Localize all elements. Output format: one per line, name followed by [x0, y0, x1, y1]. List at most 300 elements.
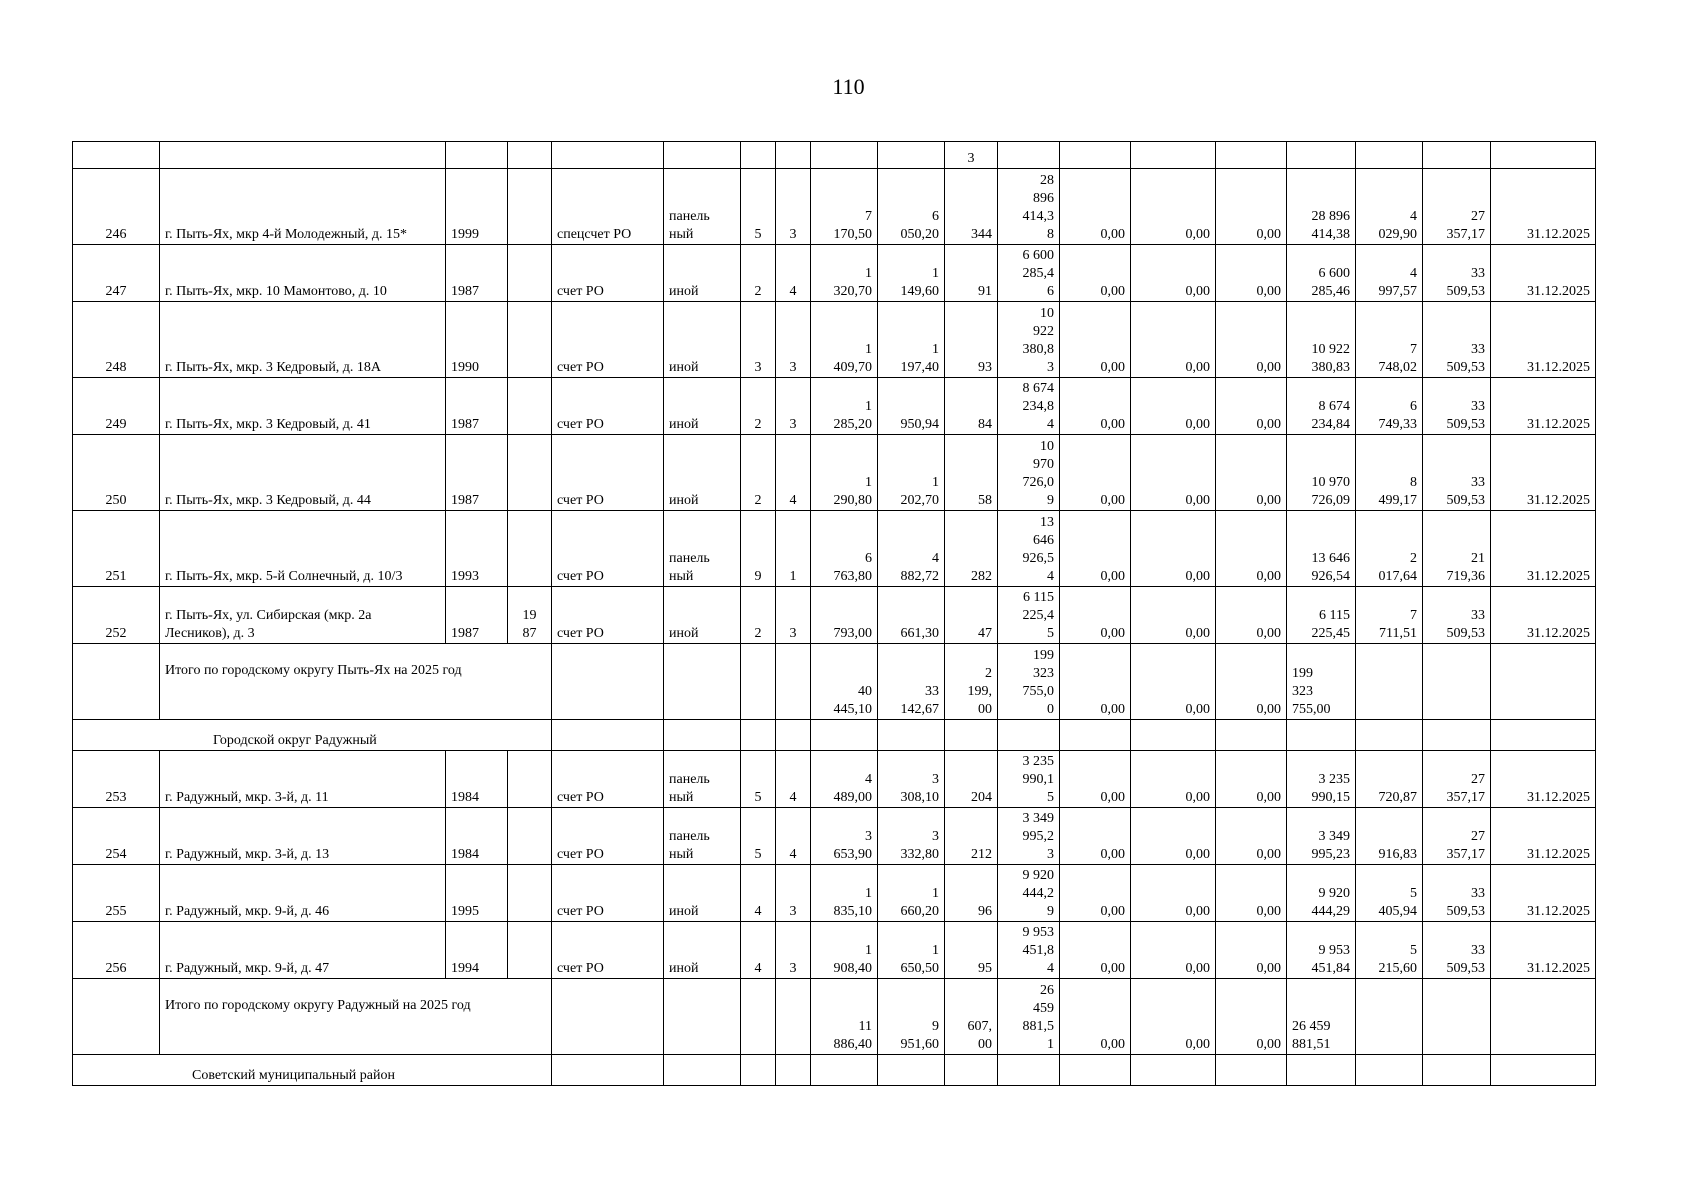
table-row	[73, 511, 1596, 587]
empty-cell	[1491, 1055, 1596, 1086]
empty-cell	[73, 979, 160, 1055]
account-cell: счет РО	[552, 378, 664, 435]
fund-3-cell: 0,00	[1216, 751, 1287, 808]
empty-cell	[945, 720, 998, 751]
empty-cell	[878, 720, 945, 751]
area-total-cell: 1 409,70	[811, 302, 878, 378]
fund-2-cell: 0,00	[1131, 378, 1216, 435]
fund-3-cell: 0,00	[1216, 865, 1287, 922]
floors-cell: 3	[741, 302, 776, 378]
empty-cell	[73, 142, 160, 169]
total-area-total: 11 886,40	[811, 979, 878, 1055]
area-total-cell: 1 290,80	[811, 435, 878, 511]
fund-1-cell: 0,00	[1060, 751, 1131, 808]
fund-2-cell: 0,00	[1131, 169, 1216, 245]
date-cell: 31.12.2025	[1491, 808, 1596, 865]
date-cell: 31.12.2025	[1491, 378, 1596, 435]
cost-cell: 13 646 926,5 4	[998, 511, 1060, 587]
limit-cell: 33 509,53	[1423, 922, 1491, 979]
cost-cell: 6 115 225,4 5	[998, 587, 1060, 644]
per-m2-cell: 4 029,90	[1356, 169, 1423, 245]
fund-3-cell: 0,00	[1216, 302, 1287, 378]
empty-cell	[1491, 142, 1596, 169]
limit-cell: 27 357,17	[1423, 751, 1491, 808]
floors-cell: 5	[741, 751, 776, 808]
fund-2-cell: 0,00	[1131, 751, 1216, 808]
entrances-cell: 4	[776, 751, 811, 808]
area-total-cell: 1 835,10	[811, 865, 878, 922]
entrances-cell: 3	[776, 587, 811, 644]
empty-cell	[1216, 720, 1287, 751]
limit-cell: 27 357,17	[1423, 808, 1491, 865]
date-cell: 31.12.2025	[1491, 587, 1596, 644]
cost-cell: 9 953 451,8 4	[998, 922, 1060, 979]
year-cell: 1994	[446, 922, 508, 979]
fund-3-cell: 0,00	[1216, 511, 1287, 587]
material-cell: иной	[664, 587, 741, 644]
area-living-cell: 950,94	[878, 378, 945, 435]
area-living-cell: 1 197,40	[878, 302, 945, 378]
date-cell: 31.12.2025	[1491, 922, 1596, 979]
empty-cell	[1287, 142, 1356, 169]
empty-cell	[776, 720, 811, 751]
empty-cell	[1060, 720, 1131, 751]
limit-cell: 33 509,53	[1423, 587, 1491, 644]
empty-cell	[811, 142, 878, 169]
empty-cell	[998, 142, 1060, 169]
entrances-cell: 3	[776, 302, 811, 378]
row-number: 256	[73, 922, 160, 979]
fund-total-cell: 9 920 444,29	[1287, 865, 1356, 922]
fund-1-cell: 0,00	[1060, 302, 1131, 378]
empty-cell	[776, 142, 811, 169]
residents-cell: 212	[945, 808, 998, 865]
fund-3-cell: 0,00	[1216, 378, 1287, 435]
fund-3-cell: 0,00	[1216, 922, 1287, 979]
residents-cell: 93	[945, 302, 998, 378]
account-cell: счет РО	[552, 587, 664, 644]
area-total-cell: 7 170,50	[811, 169, 878, 245]
area-living-cell: 1 202,70	[878, 435, 945, 511]
account-cell: счет РО	[552, 435, 664, 511]
empty-cell	[552, 644, 664, 720]
residents-cell: 95	[945, 922, 998, 979]
fund-total-cell: 28 896 414,38	[1287, 169, 1356, 245]
total-residents: 607, 00	[945, 979, 998, 1055]
account-cell: счет РО	[552, 865, 664, 922]
year-cell: 1990	[446, 302, 508, 378]
year-cell: 1987	[446, 245, 508, 302]
fund-2-cell: 0,00	[1131, 808, 1216, 865]
empty-cell	[1356, 142, 1423, 169]
total-cost: 26 459 881,5 1	[998, 979, 1060, 1055]
material-cell: панель ный	[664, 751, 741, 808]
fund-2-cell: 0,00	[1131, 435, 1216, 511]
empty-cell	[1491, 644, 1596, 720]
floors-cell: 2	[741, 435, 776, 511]
section-heading: Советский муниципальный район	[73, 1055, 552, 1086]
fund-total-cell: 3 349 995,23	[1287, 808, 1356, 865]
fund-1-cell: 0,00	[1060, 169, 1131, 245]
empty-cell	[741, 142, 776, 169]
residents-cell: 204	[945, 751, 998, 808]
account-cell: счет РО	[552, 245, 664, 302]
empty-cell	[446, 142, 508, 169]
material-cell: иной	[664, 435, 741, 511]
empty-cell	[1423, 644, 1491, 720]
year2-cell	[508, 808, 552, 865]
empty-cell	[508, 142, 552, 169]
fund-total-cell: 13 646 926,54	[1287, 511, 1356, 587]
account-cell: спецсчет РО	[552, 169, 664, 245]
total-fund-3: 0,00	[1216, 979, 1287, 1055]
fund-1-cell: 0,00	[1060, 378, 1131, 435]
total-row	[73, 979, 1596, 1055]
address-cell: г. Радужный, мкр. 9-й, д. 46	[160, 865, 446, 922]
empty-cell	[741, 644, 776, 720]
total-area-living: 9 951,60	[878, 979, 945, 1055]
fund-2-cell: 0,00	[1131, 865, 1216, 922]
empty-cell	[1356, 720, 1423, 751]
per-m2-cell: 7 748,02	[1356, 302, 1423, 378]
table-row	[73, 245, 1596, 302]
empty-cell	[1216, 142, 1287, 169]
residents-cell: 282	[945, 511, 998, 587]
residents-cell: 96	[945, 865, 998, 922]
material-cell: панель ный	[664, 169, 741, 245]
fund-2-cell: 0,00	[1131, 245, 1216, 302]
account-cell: счет РО	[552, 511, 664, 587]
area-living-cell: 1 660,20	[878, 865, 945, 922]
year-cell: 1993	[446, 511, 508, 587]
area-total-cell: 793,00	[811, 587, 878, 644]
empty-cell	[1287, 1055, 1356, 1086]
empty-cell	[1287, 720, 1356, 751]
empty-cell	[552, 979, 664, 1055]
entrances-cell: 4	[776, 808, 811, 865]
area-total-cell: 1 320,70	[811, 245, 878, 302]
area-total-cell: 6 763,80	[811, 511, 878, 587]
empty-cell	[1423, 1055, 1491, 1086]
empty-cell	[741, 720, 776, 751]
floors-cell: 2	[741, 245, 776, 302]
table-row	[73, 865, 1596, 922]
empty-cell	[1356, 1055, 1423, 1086]
fund-2-cell: 0,00	[1131, 922, 1216, 979]
area-living-cell: 3 332,80	[878, 808, 945, 865]
fund-1-cell: 0,00	[1060, 587, 1131, 644]
floors-cell: 5	[741, 169, 776, 245]
row-number: 248	[73, 302, 160, 378]
material-cell: иной	[664, 378, 741, 435]
total-label: Итого по городскому округу Пыть-Ях на 2025 год	[160, 644, 552, 720]
area-living-cell: 6 050,20	[878, 169, 945, 245]
fund-total-cell: 10 922 380,83	[1287, 302, 1356, 378]
limit-cell: 27 357,17	[1423, 169, 1491, 245]
table-row	[73, 751, 1596, 808]
empty-cell	[160, 142, 446, 169]
row-number: 247	[73, 245, 160, 302]
year2-cell	[508, 865, 552, 922]
empty-cell	[945, 1055, 998, 1086]
date-cell: 31.12.2025	[1491, 511, 1596, 587]
per-m2-cell: 4 997,57	[1356, 245, 1423, 302]
fund-3-cell: 0,00	[1216, 169, 1287, 245]
empty-cell	[998, 720, 1060, 751]
address-cell: г. Радужный, мкр. 3-й, д. 13	[160, 808, 446, 865]
empty-cell	[741, 1055, 776, 1086]
per-m2-cell: 5 215,60	[1356, 922, 1423, 979]
fund-total-cell: 3 235 990,15	[1287, 751, 1356, 808]
area-total-cell: 4 489,00	[811, 751, 878, 808]
per-m2-cell: 8 499,17	[1356, 435, 1423, 511]
limit-cell: 33 509,53	[1423, 865, 1491, 922]
address-cell: г. Пыть-Ях, мкр. 10 Мамонтово, д. 10	[160, 245, 446, 302]
empty-cell	[664, 979, 741, 1055]
row-number: 255	[73, 865, 160, 922]
per-m2-cell: 6 749,33	[1356, 378, 1423, 435]
total-area-total: 40 445,10	[811, 644, 878, 720]
page-number: 110	[832, 74, 865, 99]
row-number: 254	[73, 808, 160, 865]
area-living-cell: 1 149,60	[878, 245, 945, 302]
account-cell: счет РО	[552, 751, 664, 808]
date-cell: 31.12.2025	[1491, 751, 1596, 808]
row-number: 251	[73, 511, 160, 587]
year-cell: 1999	[446, 169, 508, 245]
empty-cell	[741, 979, 776, 1055]
section-row	[73, 1055, 1596, 1086]
address-cell: г. Пыть-Ях, мкр. 3 Кедровый, д. 44	[160, 435, 446, 511]
empty-cell	[776, 644, 811, 720]
total-cost: 199 323 755,0 0	[998, 644, 1060, 720]
cost-cell: 10 970 726,0 9	[998, 435, 1060, 511]
per-m2-cell: 2 017,64	[1356, 511, 1423, 587]
empty-cell	[1423, 142, 1491, 169]
cost-cell: 3 235 990,1 5	[998, 751, 1060, 808]
empty-cell	[1131, 142, 1216, 169]
date-cell: 31.12.2025	[1491, 865, 1596, 922]
cost-cell: 10 922 380,8 3	[998, 302, 1060, 378]
empty-cell	[1491, 979, 1596, 1055]
fund-1-cell: 0,00	[1060, 511, 1131, 587]
floors-cell: 4	[741, 922, 776, 979]
area-total-cell: 1 285,20	[811, 378, 878, 435]
year2-cell: 19 87	[508, 587, 552, 644]
empty-cell	[664, 1055, 741, 1086]
fund-3-cell: 0,00	[1216, 435, 1287, 511]
year2-cell	[508, 169, 552, 245]
empty-cell	[1060, 1055, 1131, 1086]
cost-cell: 9 920 444,2 9	[998, 865, 1060, 922]
empty-cell	[1216, 1055, 1287, 1086]
floors-cell: 5	[741, 808, 776, 865]
table-row	[73, 435, 1596, 511]
material-cell: иной	[664, 302, 741, 378]
year-cell: 1984	[446, 808, 508, 865]
empty-cell	[1131, 1055, 1216, 1086]
per-m2-cell: 7 711,51	[1356, 587, 1423, 644]
account-cell: счет РО	[552, 922, 664, 979]
fund-total-cell: 6 115 225,45	[1287, 587, 1356, 644]
empty-cell	[1491, 720, 1596, 751]
floors-cell: 9	[741, 511, 776, 587]
table-row	[73, 587, 1596, 644]
empty-cell	[664, 720, 741, 751]
housing-table	[72, 141, 1596, 1086]
empty-cell	[552, 142, 664, 169]
account-cell: счет РО	[552, 808, 664, 865]
address-cell: г. Радужный, мкр. 3-й, д. 11	[160, 751, 446, 808]
date-cell: 31.12.2025	[1491, 245, 1596, 302]
account-cell: счет РО	[552, 302, 664, 378]
entrances-cell: 3	[776, 865, 811, 922]
year-cell: 1995	[446, 865, 508, 922]
entrances-cell: 4	[776, 245, 811, 302]
table-row	[73, 378, 1596, 435]
limit-cell: 21 719,36	[1423, 511, 1491, 587]
year2-cell	[508, 751, 552, 808]
limit-cell: 33 509,53	[1423, 378, 1491, 435]
cost-cell: 3 349 995,2 3	[998, 808, 1060, 865]
fund-3-cell: 0,00	[1216, 245, 1287, 302]
empty-cell	[878, 1055, 945, 1086]
empty-cell	[1356, 644, 1423, 720]
continuation-cell: 3	[945, 142, 998, 169]
fund-2-cell: 0,00	[1131, 302, 1216, 378]
residents-cell: 344	[945, 169, 998, 245]
table-row	[73, 302, 1596, 378]
year-cell: 1987	[446, 587, 508, 644]
empty-cell	[552, 720, 664, 751]
area-total-cell: 1 908,40	[811, 922, 878, 979]
area-living-cell: 4 882,72	[878, 511, 945, 587]
total-fund-1: 0,00	[1060, 979, 1131, 1055]
fund-total-cell: 8 674 234,84	[1287, 378, 1356, 435]
material-cell: панель ный	[664, 511, 741, 587]
entrances-cell: 3	[776, 378, 811, 435]
cost-cell: 6 600 285,4 6	[998, 245, 1060, 302]
fund-total-cell: 10 970 726,09	[1287, 435, 1356, 511]
fund-total-cell: 6 600 285,46	[1287, 245, 1356, 302]
address-cell: г. Пыть-Ях, мкр. 3 Кедровый, д. 18А	[160, 302, 446, 378]
year2-cell	[508, 245, 552, 302]
empty-cell	[776, 1055, 811, 1086]
address-cell: г. Пыть-Ях, ул. Сибирская (мкр. 2а Лесников), д. 3	[160, 587, 446, 644]
empty-cell	[998, 1055, 1060, 1086]
year2-cell	[508, 435, 552, 511]
residents-cell: 91	[945, 245, 998, 302]
per-m2-cell: 916,83	[1356, 808, 1423, 865]
empty-cell	[664, 142, 741, 169]
fund-3-cell: 0,00	[1216, 808, 1287, 865]
fund-1-cell: 0,00	[1060, 435, 1131, 511]
fund-total-cell: 9 953 451,84	[1287, 922, 1356, 979]
material-cell: панель ный	[664, 808, 741, 865]
section-row	[73, 720, 1596, 751]
material-cell: иной	[664, 245, 741, 302]
entrances-cell: 4	[776, 435, 811, 511]
limit-cell: 33 509,53	[1423, 435, 1491, 511]
empty-cell	[552, 1055, 664, 1086]
total-fund-2: 0,00	[1131, 979, 1216, 1055]
area-living-cell: 1 650,50	[878, 922, 945, 979]
entrances-cell: 3	[776, 922, 811, 979]
total-residents: 2 199, 00	[945, 644, 998, 720]
total-area-living: 33 142,67	[878, 644, 945, 720]
fund-1-cell: 0,00	[1060, 245, 1131, 302]
floors-cell: 4	[741, 865, 776, 922]
row-number: 252	[73, 587, 160, 644]
total-fund-3: 0,00	[1216, 644, 1287, 720]
residents-cell: 84	[945, 378, 998, 435]
area-living-cell: 661,30	[878, 587, 945, 644]
year-cell: 1984	[446, 751, 508, 808]
address-cell: г. Пыть-Ях, мкр 4-й Молодежный, д. 15*	[160, 169, 446, 245]
empty-cell	[811, 720, 878, 751]
empty-cell	[664, 644, 741, 720]
material-cell: иной	[664, 922, 741, 979]
row-number: 246	[73, 169, 160, 245]
row-number: 250	[73, 435, 160, 511]
empty-cell	[1131, 720, 1216, 751]
address-cell: г. Пыть-Ях, мкр. 3 Кедровый, д. 41	[160, 378, 446, 435]
continuation-row	[73, 142, 1596, 169]
floors-cell: 2	[741, 378, 776, 435]
per-m2-cell: 720,87	[1356, 751, 1423, 808]
row-number: 253	[73, 751, 160, 808]
total-label: Итого по городскому округу Радужный на 2025 год	[160, 979, 552, 1055]
date-cell: 31.12.2025	[1491, 302, 1596, 378]
total-fund-2: 0,00	[1131, 644, 1216, 720]
total-fund: 26 459 881,51	[1287, 979, 1356, 1055]
empty-cell	[1423, 979, 1491, 1055]
address-cell: г. Пыть-Ях, мкр. 5-й Солнечный, д. 10/3	[160, 511, 446, 587]
year2-cell	[508, 922, 552, 979]
entrances-cell: 1	[776, 511, 811, 587]
residents-cell: 58	[945, 435, 998, 511]
empty-cell	[811, 1055, 878, 1086]
per-m2-cell: 5 405,94	[1356, 865, 1423, 922]
table-row	[73, 169, 1596, 245]
empty-cell	[878, 142, 945, 169]
empty-cell	[1423, 720, 1491, 751]
year2-cell	[508, 302, 552, 378]
material-cell: иной	[664, 865, 741, 922]
empty-cell	[73, 644, 160, 720]
fund-1-cell: 0,00	[1060, 922, 1131, 979]
empty-cell	[1060, 142, 1131, 169]
year2-cell	[508, 378, 552, 435]
residents-cell: 47	[945, 587, 998, 644]
empty-cell	[776, 979, 811, 1055]
limit-cell: 33 509,53	[1423, 302, 1491, 378]
total-fund: 199 323 755,00	[1287, 644, 1356, 720]
row-number: 249	[73, 378, 160, 435]
year2-cell	[508, 511, 552, 587]
cost-cell: 28 896 414,3 8	[998, 169, 1060, 245]
floors-cell: 2	[741, 587, 776, 644]
date-cell: 31.12.2025	[1491, 435, 1596, 511]
empty-cell	[1356, 979, 1423, 1055]
total-row	[73, 644, 1596, 720]
fund-2-cell: 0,00	[1131, 587, 1216, 644]
section-heading: Городской округ Радужный	[73, 720, 552, 751]
total-fund-1: 0,00	[1060, 644, 1131, 720]
date-cell: 31.12.2025	[1491, 169, 1596, 245]
fund-2-cell: 0,00	[1131, 511, 1216, 587]
year-cell: 1987	[446, 378, 508, 435]
